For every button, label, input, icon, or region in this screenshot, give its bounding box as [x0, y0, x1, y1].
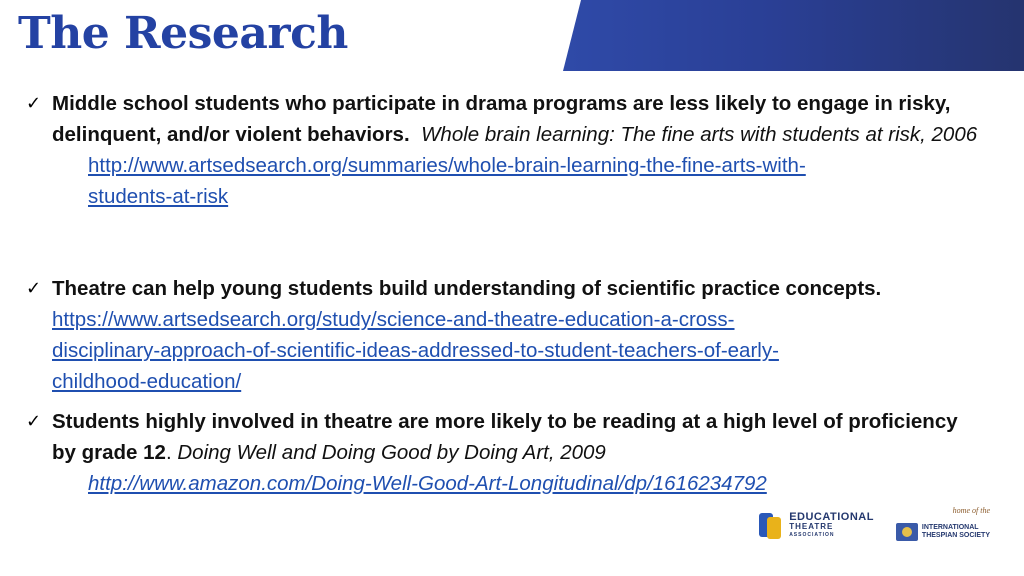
eta-mark-icon — [757, 511, 783, 541]
footer-logos — [757, 506, 990, 541]
bullet-bold-text: Students highly involved in theatre are more likely to be reading at a high level of proficiency by grade 12 — [52, 410, 958, 464]
checkmark-icon: ✓ — [26, 411, 42, 432]
bullet-2 — [26, 273, 986, 397]
page-title: The Research — [18, 8, 348, 59]
bullet-3 — [26, 406, 986, 499]
seal-icon — [896, 523, 918, 541]
source-link[interactable]: http://www.artsedsearch.org/summaries/whole-brain-learning-the-fine-arts-with- students-at-risk — [88, 154, 806, 208]
bullet-text — [52, 88, 986, 212]
citation-text: Whole brain learning: The fine arts with students at risk, 2006 — [421, 123, 978, 146]
educational-theatre-association-logo: EDUCATIONAL THEATRE ASSOCIATION — [757, 511, 874, 541]
source-link[interactable]: https://www.artsedsearch.org/study/science-and-theatre-education-a-cross- disciplinary-approach-of-scientific-ideas-addressed-to-student-teachers-of-early- childhood-education/ — [52, 308, 779, 393]
bullet-bold-text: Middle school students who participate in drama programs are less likely to engage in risky, delinquent, and/or violent behaviors. — [52, 92, 951, 146]
citation-text: Doing Well and Doing Good by Doing Art, 2009 — [177, 441, 606, 464]
bullet-bold-text: Theatre can help young students build understanding of scientific practice concepts. — [52, 277, 882, 300]
checkmark-icon: ✓ — [26, 93, 42, 114]
header-banner — [563, 0, 1024, 71]
checkmark-icon: ✓ — [26, 278, 42, 299]
source-link[interactable]: http://www.amazon.com/Doing-Well-Good-Art-Longitudinal/dp/1616234792 — [88, 472, 767, 495]
bullet-text — [52, 273, 986, 397]
bullet-1 — [26, 88, 986, 212]
bullet-text: Students highly involved in theatre are more likely to be reading at a high level of proficiency by grade 12. Doing Well and Doing Good by Doing Art, 2009 http://www.amazon.com/Doing-Well-Good-Art-Longitudinal/dp/1616234792 — [52, 406, 986, 499]
international-thespian-society-logo: home of the INTERNATIONAL THESPIAN SOCIETY — [896, 506, 990, 541]
